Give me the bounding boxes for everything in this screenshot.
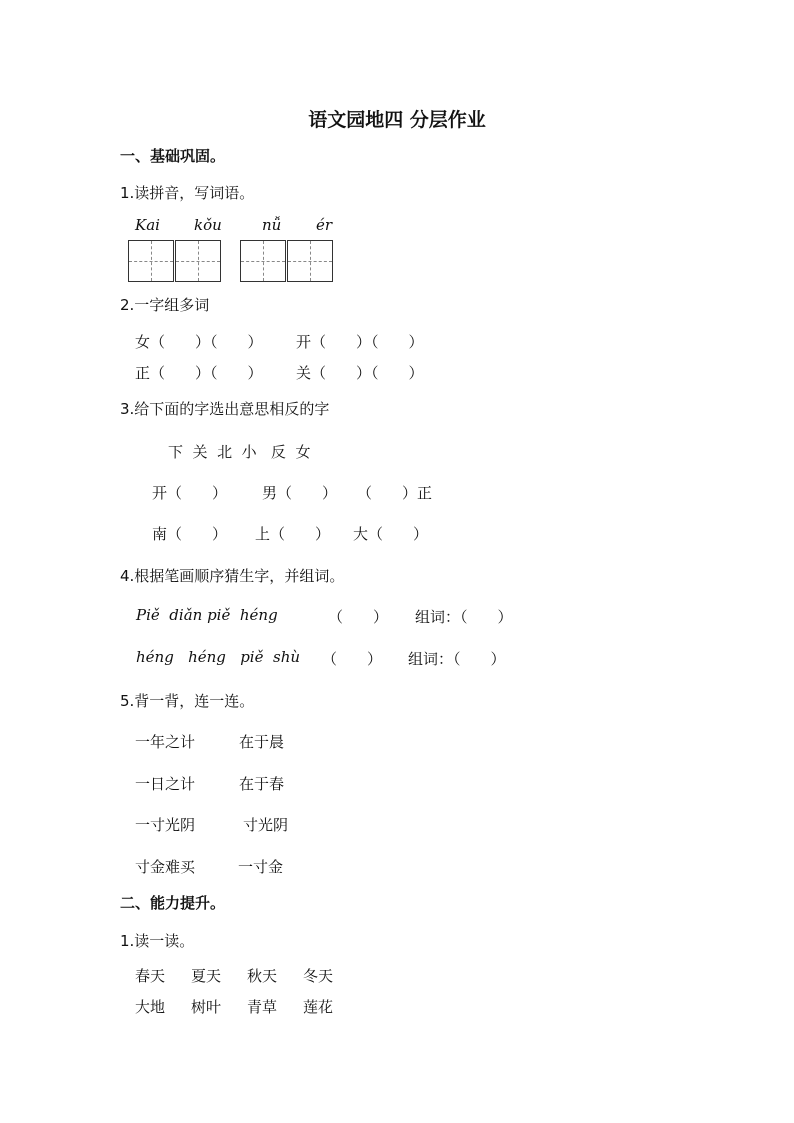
section2-question-1-label: 1.读一读。: [120, 932, 195, 950]
answer-paren[interactable]: （ ）: [322, 650, 383, 668]
antonym-item[interactable]: 上（ ）: [255, 525, 331, 543]
writing-grid-box[interactable]: [175, 240, 221, 282]
stroke-order-pinyin: héng héng piě shù: [136, 648, 301, 666]
antonym-item[interactable]: 开（ ）: [152, 484, 228, 502]
question-2-label: 2.一字组多词: [120, 296, 210, 314]
match-right-item[interactable]: 在于春: [239, 775, 285, 793]
question-3-label: 3.给下面的字选出意思相反的字: [120, 400, 330, 418]
match-right-item[interactable]: 一寸金: [238, 858, 284, 876]
match-right-item[interactable]: 寸光阴: [243, 816, 289, 834]
reading-word: 秋天: [247, 967, 278, 985]
section-heading-basics: 一、基础巩固。: [120, 147, 226, 165]
page-title: 语文园地四 分层作业: [308, 109, 486, 131]
question-5-label: 5.背一背，连一连。: [120, 692, 255, 710]
match-left-item[interactable]: 一年之计: [135, 733, 196, 751]
word-group-item[interactable]: 关（ ）（ ）: [296, 364, 424, 382]
stroke-order-pinyin: Piě diǎn piě héng: [136, 606, 278, 624]
writing-grid-box[interactable]: [240, 240, 286, 282]
answer-paren[interactable]: （ ）: [328, 608, 389, 626]
pinyin-label: nǚ: [262, 216, 282, 234]
reading-word: 夏天: [191, 967, 222, 985]
reading-word: 冬天: [303, 967, 334, 985]
writing-grid-box[interactable]: [128, 240, 174, 282]
match-left-item[interactable]: 一日之计: [135, 775, 196, 793]
question-1-label: 1.读拼音，写词语。: [120, 184, 255, 202]
writing-grid-box[interactable]: [287, 240, 333, 282]
antonym-item[interactable]: 男（ ）: [262, 484, 338, 502]
pinyin-label: Kai: [135, 216, 160, 234]
reading-word: 树叶: [191, 998, 222, 1016]
match-right-item[interactable]: 在于晨: [239, 733, 285, 751]
pinyin-label: ér: [316, 216, 333, 234]
reading-word: 春天: [135, 967, 166, 985]
word-group-item[interactable]: 开（ ）（ ）: [296, 333, 424, 351]
word-group-item[interactable]: 女（ ）（ ）: [135, 333, 263, 351]
pinyin-label: kǒu: [194, 216, 222, 234]
zuci-field[interactable]: 组词：（ ）: [415, 608, 513, 626]
reading-word: 大地: [135, 998, 166, 1016]
reading-word: 青草: [247, 998, 278, 1016]
section-heading-improve: 二、能力提升。: [120, 894, 226, 912]
word-group-item[interactable]: 正（ ）（ ）: [135, 364, 263, 382]
question-4-label: 4.根据笔画顺序猜生字，并组词。: [120, 567, 345, 585]
zuci-field[interactable]: 组词：（ ）: [408, 650, 506, 668]
antonym-item[interactable]: （ ）正: [357, 484, 433, 502]
antonym-item[interactable]: 南（ ）: [152, 525, 228, 543]
antonym-item[interactable]: 大（ ）: [353, 525, 429, 543]
match-left-item[interactable]: 一寸光阴: [135, 816, 196, 834]
match-left-item[interactable]: 寸金难买: [135, 858, 196, 876]
reading-word: 莲花: [303, 998, 334, 1016]
character-choices: 下 关 北 小 反 女: [168, 443, 311, 461]
